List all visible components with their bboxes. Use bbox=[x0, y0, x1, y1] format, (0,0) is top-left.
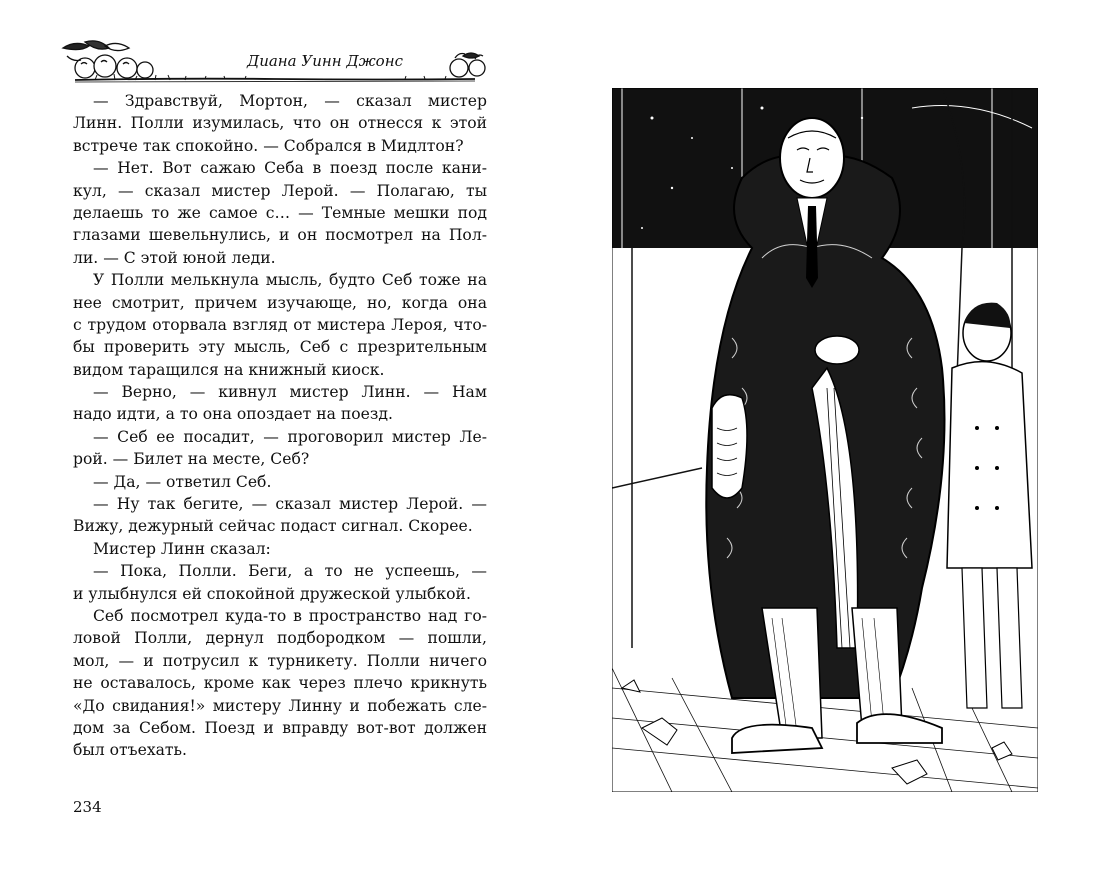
text-line: глазами шевельнулись, и он посмотрел на Пол- bbox=[73, 226, 487, 245]
text-line: рой. — Билет на месте, Себ? bbox=[73, 450, 310, 469]
text-line: видом таращился на книжный киоск. bbox=[73, 360, 385, 379]
text-line: — Пока, Полли. Беги, а то не успеешь, — bbox=[93, 562, 487, 581]
text-line: надо идти, а то она опоздает на поезд. bbox=[73, 405, 393, 424]
text-line: — Верно, — кивнул мистер Линн. — Нам bbox=[93, 383, 487, 402]
text-line: ловой Полли, дернул подбородком — пошли, bbox=[73, 629, 487, 648]
text-line: встрече так спокойно. — Собрался в Мидлтон? bbox=[73, 136, 464, 155]
text-line: был отъехать. bbox=[73, 741, 187, 760]
text-line: с трудом оторвала взгляд от мистера Лероя, что- bbox=[73, 315, 487, 334]
text-line: У Полли мелькнула мысль, будто Себ тоже на bbox=[93, 271, 487, 290]
text-line: — Да, — ответил Себ. bbox=[93, 472, 272, 491]
ink-illustration bbox=[612, 88, 1038, 792]
page-number: 234 bbox=[73, 798, 102, 816]
text-line: нее смотрит, причем изучающе, но, когда она bbox=[73, 293, 487, 312]
text-line: Себ посмотрел куда-то в пространство над го- bbox=[93, 606, 487, 625]
text-line: и улыбнулся ей спокойной дружеской улыбкой. bbox=[73, 584, 471, 603]
text-line: мол, — и потрусил к турникету. Полли ничего bbox=[73, 651, 487, 670]
text-line: Линн. Полли изумилась, что он отнесся к этой bbox=[73, 114, 487, 133]
text-line: — Себ ее посадит, — проговорил мистер Ле- bbox=[93, 427, 487, 446]
running-title: Диана Уинн Джонс bbox=[247, 52, 403, 70]
text-line: Мистер Линн сказал: bbox=[93, 539, 271, 558]
right-page bbox=[550, 0, 1100, 873]
text-line: делаешь то же самое с… — Темные мешки под bbox=[73, 203, 487, 222]
text-line: — Нет. Вот сажаю Себа в поезд после кани- bbox=[93, 159, 487, 178]
running-head bbox=[55, 38, 495, 88]
text-line: кул, — сказал мистер Лерой. — Полагаю, ты bbox=[73, 181, 487, 200]
text-line: ли. — С этой юной леди. bbox=[73, 248, 276, 267]
text-line: «До свидания!» мистеру Линну и побежать сле- bbox=[73, 696, 487, 715]
text-line: Вижу, дежурный сейчас подаст сигнал. Скорее. bbox=[73, 517, 473, 536]
text-line: — Здравствуй, Мортон, — сказал мистер bbox=[93, 92, 487, 110]
text-line: дом за Себом. Поезд и вправду вот-вот должен bbox=[73, 718, 487, 737]
text-line: бы проверить эту мысль, Себ с презрительным bbox=[73, 338, 487, 357]
text-line: — Ну так бегите, — сказал мистер Лерой. — bbox=[93, 495, 487, 514]
text-line: не оставалось, кроме как через плечо крикнуть bbox=[73, 674, 487, 693]
body-text bbox=[73, 90, 487, 762]
